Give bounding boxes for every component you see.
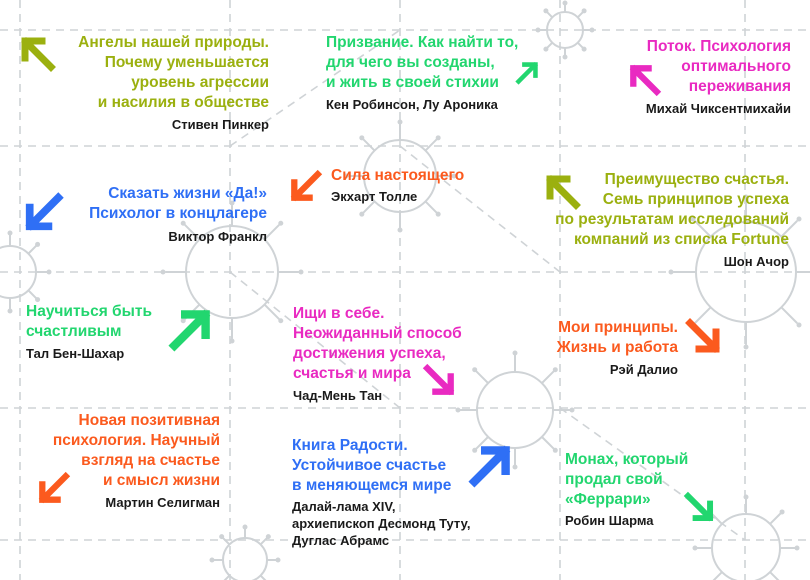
book-title-line: Призвание. Как найти то,	[326, 34, 519, 51]
arrow-up-left-icon	[18, 34, 58, 74]
book-author: Робин Шарма	[565, 513, 654, 528]
book-title-line: «Феррари»	[565, 491, 651, 508]
book-title-line: счастья и мира	[293, 365, 411, 382]
book-title-line: Мои принципы.	[558, 319, 678, 336]
book-title-line: Психолог в концлагере	[89, 205, 267, 222]
book-title-line: достижения успеха,	[293, 345, 446, 362]
book-item-tolle	[331, 166, 464, 205]
book-author: Тал Бен-Шахар	[26, 346, 125, 361]
book-title-line: Жизнь и работа	[556, 339, 678, 356]
book-title-line: психология. Научный	[52, 432, 220, 449]
book-title-line: Ищи в себе.	[293, 305, 385, 322]
book-title-line: Почему уменьшается	[104, 54, 269, 71]
book-title-line: в меняющемся мире	[292, 477, 452, 494]
book-item-book-of-joy	[292, 436, 470, 549]
arrow-up-left-icon	[627, 62, 663, 98]
book-title-line: Монах, который	[565, 451, 689, 468]
book-author: Рэй Далио	[609, 362, 678, 377]
book-item-robinson	[326, 33, 518, 113]
arrow-up-right-icon	[466, 442, 514, 490]
book-item-dalio	[557, 318, 678, 378]
book-title-line: Ангелы нашей природы.	[78, 34, 269, 51]
book-author: Мартин Селигман	[105, 495, 220, 510]
book-item-frankl	[89, 184, 267, 245]
book-author: Виктор Франкл	[168, 229, 267, 244]
book-author: Экхарт Толле	[331, 189, 418, 204]
book-author: Чад-Мень Тан	[293, 388, 383, 403]
book-title-line: Научиться быть	[26, 303, 152, 320]
arrow-down-left-icon	[22, 190, 66, 234]
arrow-down-left-icon	[288, 168, 324, 204]
book-item-achor	[555, 170, 789, 270]
book-title-line: переживания	[688, 78, 791, 95]
book-title-line: продал свой	[565, 471, 663, 488]
book-title-line: Преимущество счастья.	[604, 171, 789, 188]
arrow-up-right-icon	[514, 60, 540, 86]
arrow-down-right-icon	[683, 316, 723, 356]
book-title-line: Книга Радости.	[292, 437, 408, 454]
book-item-seligman	[53, 411, 220, 511]
gear-icon	[210, 525, 281, 580]
book-title-line: уровень агрессии	[131, 74, 269, 91]
book-author: Шон Ачор	[723, 254, 789, 269]
book-title-line: Семь принципов успеха	[602, 191, 789, 208]
book-title-line: Неожиданный способ	[293, 325, 462, 342]
arrow-up-right-icon	[166, 306, 214, 354]
book-author: Дуглас Абрамс	[292, 533, 390, 548]
arrow-down-right-icon	[682, 490, 716, 524]
book-title-line: и смысл жизни	[102, 472, 220, 489]
book-title-line: Сила настоящего	[331, 167, 465, 184]
book-title-line: счастливым	[26, 323, 122, 340]
book-title-line: компаний из списка Fortune	[573, 231, 789, 248]
book-item-sharma	[565, 450, 688, 529]
book-title-line: Поток. Психология	[646, 38, 791, 55]
book-item-csikszentmihalyi	[646, 37, 791, 117]
book-item-pinker	[78, 33, 269, 133]
book-title-line: и насилия в обществе	[97, 94, 269, 111]
book-title-line: взгляд на счастье	[81, 452, 220, 469]
book-author: архиепископ Десмонд Туту,	[292, 516, 471, 531]
book-title-line: для чего вы созданы,	[326, 54, 495, 71]
book-item-ben-shahar	[26, 302, 152, 362]
book-author: Стивен Пинкер	[171, 117, 269, 132]
book-title-line: по результатам исследований	[555, 211, 789, 228]
arrow-up-left-icon	[543, 172, 583, 212]
book-author: Михай Чиксентмихайи	[645, 101, 791, 116]
book-author: Далай-лама XIV,	[292, 499, 396, 514]
arrow-down-right-icon	[421, 362, 457, 398]
book-title-line: Новая позитивная	[78, 412, 220, 429]
book-title-line: Сказать жизни «Да!»	[108, 185, 267, 202]
book-title-line: и жить в своей стихии	[326, 74, 499, 91]
book-author: Кен Робинсон, Лу Ароника	[326, 97, 498, 112]
connector-line	[400, 146, 560, 272]
arrow-down-left-icon	[36, 470, 72, 506]
book-title-line: оптимального	[681, 58, 791, 75]
book-title-line: Устойчивое счастье	[292, 457, 447, 474]
